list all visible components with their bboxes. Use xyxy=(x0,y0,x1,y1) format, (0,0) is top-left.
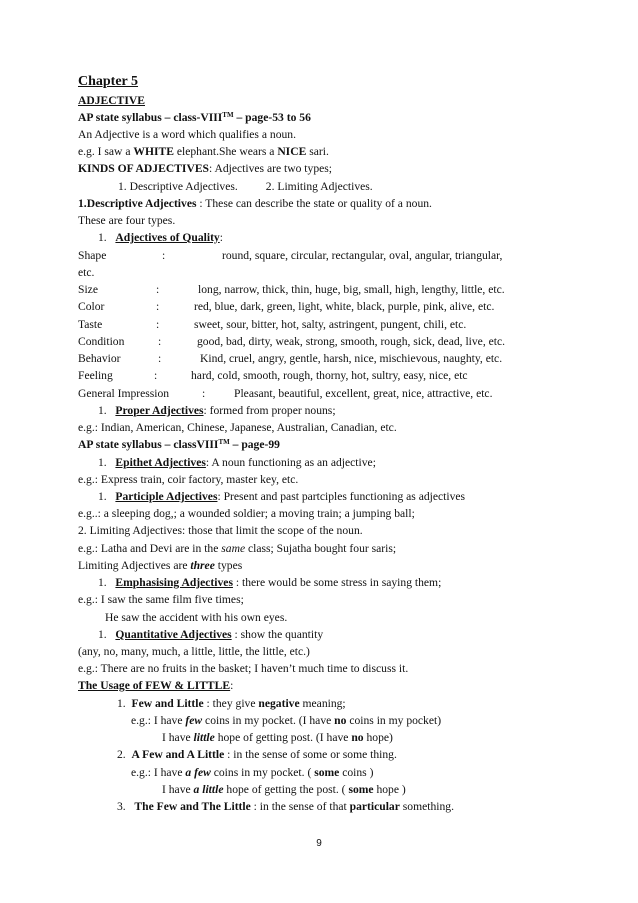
quality-row-general-impression: General Impression : Pleasant, beautiful, excellent, great, nice, attractive, etc. xyxy=(78,387,493,400)
quality-row-feeling: Feeling : hard, cold, smooth, rough, thorny, hot, sultry, easy, nice, etc xyxy=(78,369,468,382)
a-few-example-2: I have a little hope of getting the post. ( some hope ) xyxy=(162,783,406,796)
quality-row-size: Size : long, narrow, thick, thin, huge, big, small, high, lengthy, little, etc. xyxy=(78,283,505,296)
example-line: e.g. I saw a WHITE elephant.She wears a NICE sari. xyxy=(78,145,329,158)
emphasising-example-1: e.g.: I saw the same film five times; xyxy=(78,593,244,606)
a-few-heading: 2. A Few and A Little : in the sense of some or some thing. xyxy=(117,748,397,761)
a-few-example-1: e.g.: I have a few coins in my pocket. ( some coins ) xyxy=(131,766,374,779)
page-number: 9 xyxy=(316,838,322,849)
types-line: 1. Descriptive Adjectives. 2. Limiting Adjectives. xyxy=(118,180,373,193)
definition: An Adjective is a word which qualifies a noun. xyxy=(78,128,296,141)
quality-row-condition: Condition : good, bad, dirty, weak, strong, smooth, rough, sick, dead, live, etc. xyxy=(78,335,506,348)
proper-example: e.g.: Indian, American, Chinese, Japanese, Australian, Canadian, etc. xyxy=(78,421,397,434)
section-title: ADJECTIVE xyxy=(78,94,145,107)
four-types-line: These are four types. xyxy=(78,214,176,227)
quality-row-shape: Shape : round, square, circular, rectangular, oval, angular, triangular, xyxy=(78,249,503,262)
kinds-line: KINDS OF ADJECTIVES: Adjectives are two types; xyxy=(78,162,332,175)
quantitative-list: (any, no, many, much, a little, little, the little, etc.) xyxy=(78,645,310,658)
epithet-example: e.g.: Express train, coir factory, master key, etc. xyxy=(78,473,299,486)
few-example-1: e.g.: I have few coins in my pocket. (I have no coins in my pocket) xyxy=(131,714,442,727)
usage-heading: The Usage of FEW & LITTLE: xyxy=(78,679,234,692)
quality-row-shape-cont: etc. xyxy=(78,266,95,279)
quality-heading: 1. Adjectives of Quality: xyxy=(98,231,223,244)
limiting-types: Limiting Adjectives are three types xyxy=(78,559,243,572)
limiting-example: e.g.: Latha and Devi are in the same class; Sujatha bought four saris; xyxy=(78,542,397,555)
few-example-2: I have little hope of getting post. (I have no hope) xyxy=(162,731,393,744)
syllabus-line-1: AP state syllabus – class-VIII™ – page-53 to 56 xyxy=(78,111,311,124)
quality-row-behavior: Behavior : Kind, cruel, angry, gentle, harsh, nice, mischievous, naughty, etc. xyxy=(78,352,503,365)
few-little-heading: 1. Few and Little : they give negative meaning; xyxy=(117,697,346,710)
chapter-heading: Chapter 5 xyxy=(78,74,139,89)
proper-heading: 1. Proper Adjectives: formed from proper nouns; xyxy=(98,404,336,417)
quantitative-heading: 1. Quantitative Adjectives : show the quantity xyxy=(98,628,324,641)
emphasising-example-2: He saw the accident with his own eyes. xyxy=(105,611,288,624)
quality-row-taste: Taste : sweet, sour, bitter, hot, salty, astringent, pungent, chili, etc. xyxy=(78,318,467,331)
descriptive-line: 1.Descriptive Adjectives : These can describe the state or quality of a noun. xyxy=(78,197,432,210)
limiting-line: 2. Limiting Adjectives: those that limit the scope of the noun. xyxy=(78,524,363,537)
the-few-heading: 3. The Few and The Little : in the sense of that particular something. xyxy=(117,800,454,813)
participle-heading: 1. Participle Adjectives: Present and past partciples functioning as adjectives xyxy=(98,490,466,503)
epithet-heading: 1. Epithet Adjectives: A noun functioning as an adjective; xyxy=(98,456,376,469)
quantitative-example: e.g.: There are no fruits in the basket; I haven’t much time to discuss it. xyxy=(78,662,409,675)
quality-row-color: Color : red, blue, dark, green, light, white, black, purple, pink, alive, etc. xyxy=(78,300,495,313)
participle-example: e.g..: a sleeping dog,; a wounded soldier; a moving train; a jumping ball; xyxy=(78,507,415,520)
emphasising-heading: 1. Emphasising Adjectives : there would be some stress in saying them; xyxy=(98,576,442,589)
syllabus-line-2: AP state syllabus – classVIII™ – page-99 xyxy=(78,438,280,451)
